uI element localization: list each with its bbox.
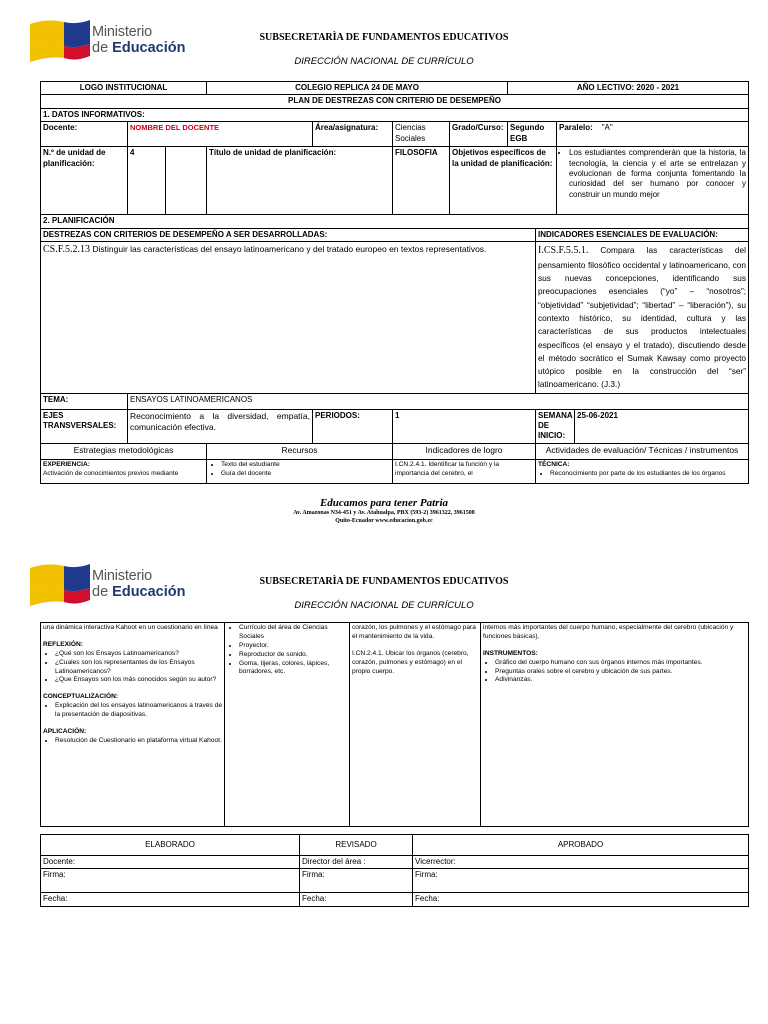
plan-table bbox=[40, 81, 749, 484]
logo-institucional-cell: LOGO INSTITUCIONAL bbox=[41, 82, 207, 95]
col-estrategias: Estrategias metodológicas bbox=[41, 443, 207, 459]
destreza-text: CS.F.5.2.13 Distinguir las características del ensayo latinoamericano y del tratado europeo en textos representativos. bbox=[41, 241, 536, 393]
anio-lectivo-cell: AÑO LECTIVO: 2020 - 2021 bbox=[508, 82, 749, 95]
p1-indicadores: I.CN.2.4.1. Identificar la función y la importancia del cerebro, el bbox=[393, 459, 536, 483]
subsecretaria-title-2: SUBSECRETARÌA DE FUNDAMENTOS EDUCATIVOS bbox=[259, 576, 509, 587]
logo-text-ministerio: Ministerio bbox=[92, 568, 153, 584]
area-value: Ciencias Sociales bbox=[393, 122, 450, 147]
colegio-cell: COLEGIO REPLICA 24 DE MAYO bbox=[207, 82, 508, 95]
ejes-value: Reconocimiento a la diversidad, empatía, comunicación efectiva. bbox=[128, 409, 313, 443]
unidad-label: N.º de unidad de planificación: bbox=[41, 147, 128, 215]
titulo-unidad-value: FILOSOFIA bbox=[393, 147, 450, 215]
firma-revisado: Firma: bbox=[300, 869, 413, 893]
indicador-text: I.CS.F.5.5.1. Compara las características del pensamiento filosófico occidental y latinoamericano, con sus nuevas concepciones, identificando sus preocupaciones esenciales (“yo” – “nosotros”; “objetividad” “subjetividad”; “libertad” – “liberación”), su contexto histórico, su identidad, cultura y las características de sus productos intelectuales específicos (el ensayo y el tratado), discutiendo desde el método socrático el Sumak Kawsay como proyecto utópico posible en la construcción del “ser” latinoamericano. (J.3.) bbox=[536, 241, 749, 393]
planificacion-heading: 2. PLANIFICACIÓN bbox=[41, 215, 749, 228]
col-recursos: Recursos bbox=[207, 443, 393, 459]
footer-city: Quito-Ecuador www.educacion.gob.ec bbox=[335, 518, 433, 525]
p1-estrategias: EXPERIENCIA: Activación de conocimientos previos mediante bbox=[41, 459, 207, 483]
firma-aprobado: Firma: bbox=[413, 869, 749, 893]
grado-value: Segundo EGB bbox=[508, 122, 557, 147]
fecha-revisado: Fecha: bbox=[300, 893, 413, 907]
revisado-heading: REVISADO bbox=[300, 835, 413, 856]
tema-label: TEMA: bbox=[41, 393, 128, 409]
ejes-label: EJES TRANSVERSALES: bbox=[41, 409, 128, 443]
logo-text-educacion: de Educación bbox=[92, 584, 186, 600]
semana-label: SEMANA DE INICIO: bbox=[536, 409, 575, 443]
p1-actividades: TÉCNICA: • Reconocimiento por parte de los estudiantes de los órganos bbox=[536, 459, 749, 483]
p2-actividades: internos más importantes del cuerpo humano, especialmente del cerebro (ubicación y funciones básicas). INSTRUMENTOS: • Gráfico del cuerpo humano con sus órganos internos más importantes. • Preguntas orales sobre el cerebro y ubicación de sus partes. • Adivinanzas. bbox=[481, 623, 749, 827]
objetivos-value: • Los estudiantes comprenderán que la historia, la tecnología, la ciencia y el arte se entrelazan y evolucionan de forma conjunta fomentando la curiosidad del ser humano por conocer y construir un mundo mejor bbox=[557, 147, 749, 215]
fecha-elaborado: Fecha: bbox=[41, 893, 300, 907]
semana-value: 25-06-2021 bbox=[575, 409, 749, 443]
datos-informativos-heading: 1. DATOS INFORMATIVOS: bbox=[41, 108, 749, 121]
plan-title-cell: PLAN DE DESTREZAS CON CRITERIO DE DESEMPEÑO bbox=[41, 95, 749, 108]
p1-recursos: • Texto del estudiante • Guía del docente bbox=[207, 459, 393, 483]
col-actividades: Actividades de evaluación/ Técnicas / instrumentos bbox=[536, 443, 749, 459]
director-sign-label: Director del área : bbox=[300, 856, 413, 869]
p2-estrategias: una dinámica interactiva Kahoot en un cuestionario en línea REFLEXIÓN: • ¿Qué son los Ensayos Latinoamericanos? • ¿Cuales son los representantes de los Ensayos Latinoamericanos? • ¿Que Ensayos son los más conocidos según su autor? CONCEPTUALIZACIÓN: • Explicación del los ensayos latinoamericanos a través de la presentación de diapositivas. APLICACIÓN: • Resolución de Cuestionario en plataforma virtual Kahoot. bbox=[41, 623, 225, 827]
elaborado-heading: ELABORADO bbox=[41, 835, 300, 856]
docente-sign-label: Docente: bbox=[41, 856, 300, 869]
titulo-unidad-label: Título de unidad de planificación: bbox=[207, 147, 393, 215]
objetivos-label: Objetivos específicos de la unidad de planificación: bbox=[450, 147, 557, 215]
footer-address: Av. Amazonas N34-451 y Av. Atahualpa, PBX (593-2) 3961322, 3961508 bbox=[293, 510, 475, 516]
vicerrector-sign-label: Vicerrector: bbox=[413, 856, 749, 869]
firma-elaborado: Firma: bbox=[41, 869, 300, 893]
paralelo-cell: Paralelo: "A" bbox=[557, 122, 749, 147]
page-footer bbox=[0, 497, 768, 526]
col-indicadores: Indicadores de logro bbox=[393, 443, 536, 459]
indicadores-label: INDICADORES ESENCIALES DE EVALUACIÓN: bbox=[536, 228, 749, 241]
direccion-subtitle: DIRECCIÓN NACIONAL DE CURRÍCULO bbox=[294, 56, 474, 67]
firmas-table bbox=[40, 834, 749, 907]
fecha-aprobado: Fecha: bbox=[413, 893, 749, 907]
unidad-value: 4 bbox=[128, 147, 166, 215]
tema-value: ENSAYOS LATINOAMERICANOS bbox=[128, 393, 749, 409]
activities-continued-table bbox=[40, 622, 749, 827]
aprobado-heading: APROBADO bbox=[413, 835, 749, 856]
subsecretaria-title: SUBSECRETARÌA DE FUNDAMENTOS EDUCATIVOS bbox=[259, 32, 509, 43]
periodos-value: 1 bbox=[393, 409, 536, 443]
grado-label: Grado/Curso: bbox=[450, 122, 508, 147]
p2-indicadores: corazón, los pulmones y el estómago para el mantenimiento de la vida. I.CN.2.4.1. Ubicar los órganos (cerebro, corazón, pulmones y estómago) en el propio cuerpo. bbox=[350, 623, 481, 827]
p2-recursos: • Currículo del área de Ciencias Sociales • Proyector. • Reproductor de sonido. • Goma, tijeras, colores, lápices, borradores, etc. bbox=[225, 623, 350, 827]
area-label: Área/asignatura: bbox=[313, 122, 393, 147]
footer-tagline: Educamos para tener Patria bbox=[319, 497, 449, 509]
docente-value: NOMBRE DEL DOCENTE bbox=[128, 122, 313, 147]
logo-text-educacion: de Educación bbox=[92, 40, 186, 56]
docente-label: Docente: bbox=[41, 122, 128, 147]
direccion-subtitle-2: DIRECCIÓN NACIONAL DE CURRÍCULO bbox=[294, 600, 474, 611]
logo-text-ministerio: Ministerio bbox=[92, 24, 153, 40]
destrezas-label: DESTREZAS CON CRITERIOS DE DESEMPEÑO A SER DESARROLLADAS: bbox=[41, 228, 536, 241]
periodos-label: PERIODOS: bbox=[313, 409, 393, 443]
